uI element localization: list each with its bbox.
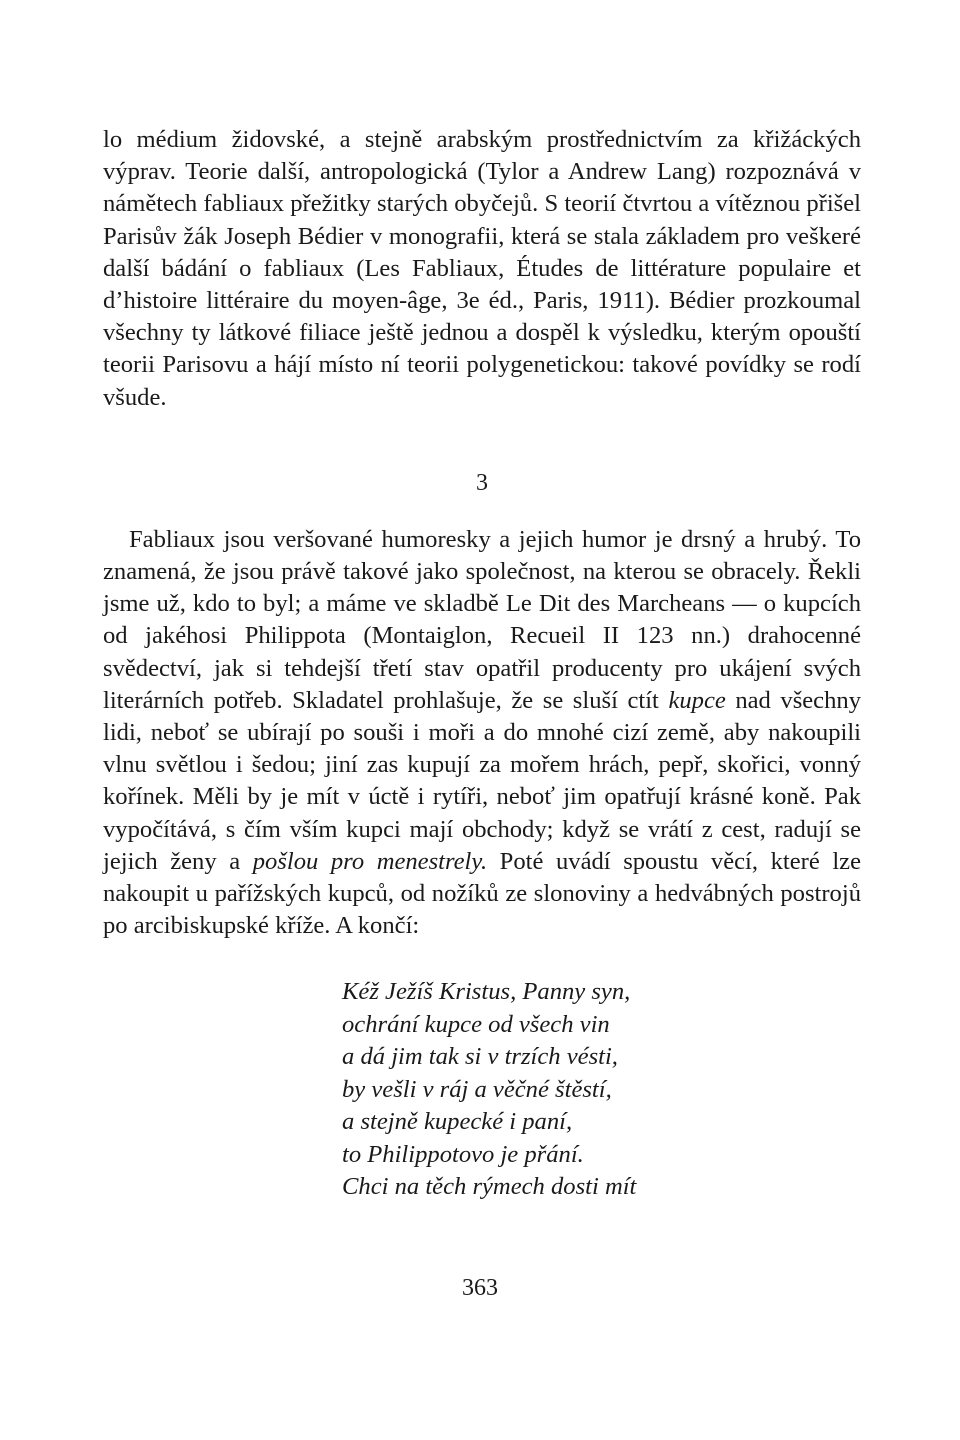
- verse-line: Chci na těch rýmech dosti mít: [342, 1172, 637, 1200]
- verse-line: Kéž Ježíš Kristus, Panny syn,: [342, 978, 631, 1006]
- verse-line: a stejně kupecké i paní,: [342, 1108, 573, 1136]
- verse-line: by vešli v ráj a věčné štěstí,: [342, 1075, 612, 1103]
- paragraph-2-text-2: nad všechny lidi, neboť se ubírají po souši i moři a do mnohé cizí země, aby nakoupili vlnu světlou i šedou; jiní zas kupují za mořem hrách, pepř, skořici, vonný kořínek. Měli by je mít v úctě i rytíři, neboť jim opatřují krásné koně. Pak vypočítává, s čím vším kupci mají obchody; když se vrátí z cest, radují se jejich ženy a: [103, 686, 861, 875]
- italic-phrase-menestrely: pošlou pro menestrely.: [252, 847, 488, 875]
- page-number: 363: [462, 1275, 498, 1301]
- page-body: [103, 124, 861, 1203]
- section-number: 3: [476, 469, 488, 496]
- italic-term-kupce: kupce: [668, 686, 726, 714]
- verse-line: to Philippotovo je přání.: [342, 1140, 584, 1168]
- verse-block: [342, 976, 861, 1203]
- paragraph-2-text-1: Fabliaux jsou veršované humoresky a jejich humor je drsný a hrubý. To znamená, že jsou právě takové jako společnost, na kterou se obracely. Řekli jsme už, kdo to byl; a máme ve skladbě Le Dit des Marcheans — o kupcích od jakéhosi Philippota (Montaiglon, Recueil II 123 nn.) drahocenné svědectví, jak si tehdejší třetí stav opatřil producenty pro ukájení svých literárních potřeb. Skladatel prohlašuje, že se sluší ctít: [103, 525, 861, 714]
- verse-line: a dá jim tak si v trzích vésti,: [342, 1043, 618, 1071]
- paragraph-2-text-3: Poté uvádí spoustu věcí, které lze nakoupit u pařížských kupců, od nožíků ze slonoviny a hedvábných postrojů po arcibiskupské kříže. A končí:: [103, 847, 861, 940]
- paragraph-1: lo médium židovské, a stejně arabským prostřednictvím za křižáckých výprav. Teorie další, antropologická (Tylor a Andrew Lang) rozpoznává v námětech fabliaux přežitky starých obyčejů. S teorií čtvrtou a vítěznou přišel Parisův žák Joseph Bédier v monografii, která se stala základem pro veškeré další bádání o fabliaux (Les Fabliaux, Études de littérature populaire et d’histoire littéraire du moyen-âge, 3e éd., Paris, 1911). Bédier prozkoumal všechny ty látkové filiace ještě jednou a dospěl k výsledku, kterým opouští teorii Parisovu a hájí místo ní teorii polygenetickou: takové povídky se rodí všude.: [103, 126, 861, 411]
- paragraph-2: [103, 524, 861, 943]
- verse-line: ochrání kupce od všech vin: [342, 1010, 610, 1038]
